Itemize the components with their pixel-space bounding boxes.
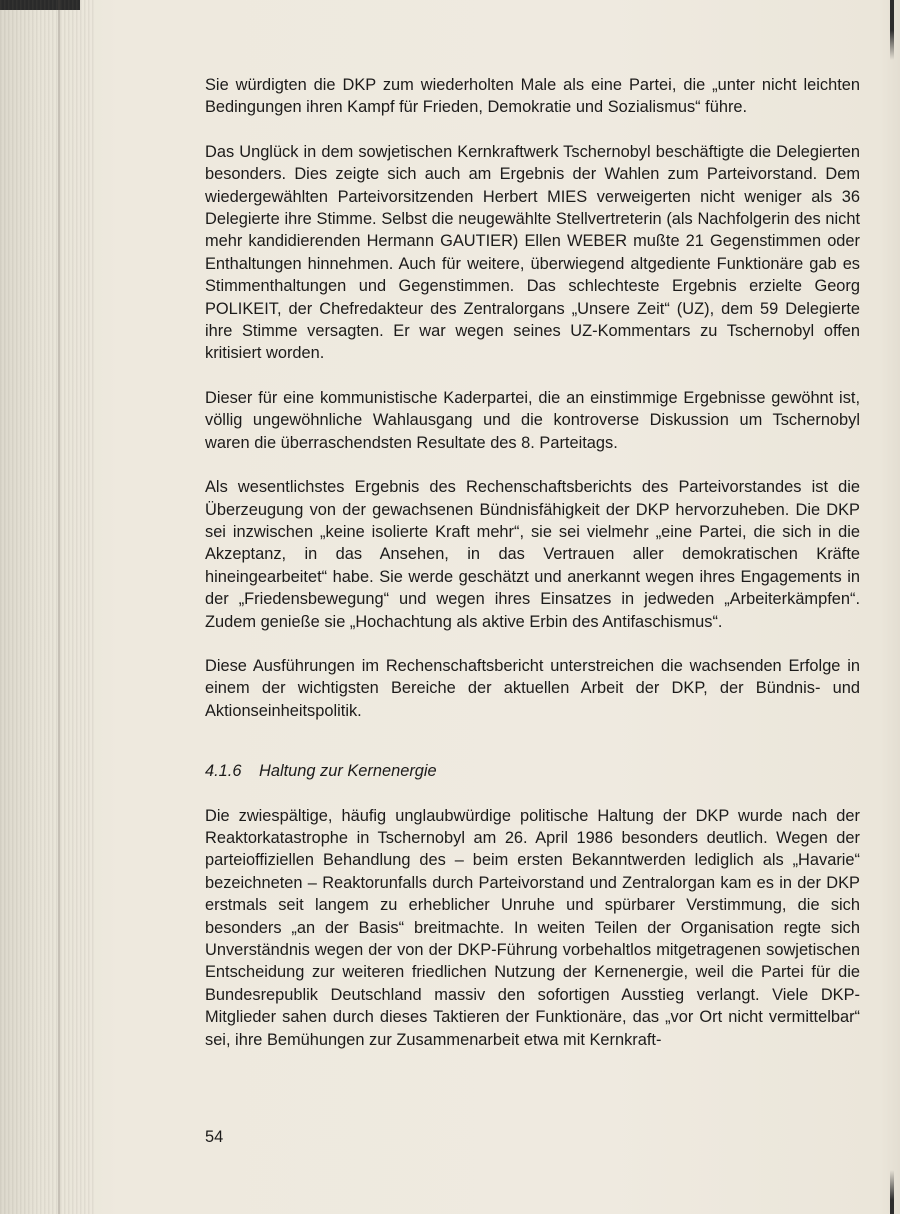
book-gutter <box>0 0 95 1214</box>
page-body <box>205 74 860 1073</box>
paragraph-6: Die zwiespältige, häufig unglaubwürdige politische Haltung der DKP wurde nach der Reaktorkatastrophe in Tschernobyl am 26. April 1986 besonders deutlich. Wegen der parteioffiziellen Behandlung des – beim ersten Bekanntwerden lediglich als „Havarie“ bezeichneten – Reaktorunfalls durch Parteivorstand und Zentralorgan kam es in der DKP erstmals seit langem zu erheblicher Unruhe und spürbarer Verstimmung, die sich besonders „an der Basis“ breitmachte. In weiten Teilen der Organisation regte sich Unverständnis wegen der von der DKP-Führung vorbehaltlos mitgetragenen sowjetischen Entscheidung zur weiteren friedlichen Nutzung der Kernenergie, weil die Partei für die Bundesrepublik Deutschland massiv den sofortigen Ausstieg verlangt. Viele DKP-Mitglieder sahen durch dieses Taktieren der Funktionäre, das „vor Ort nicht vermittelbar“ sei, ihre Bemühungen zur Zusammenarbeit etwa mit Kernkraft- <box>205 806 860 1049</box>
paragraph-5: Diese Ausführungen im Rechenschaftsbericht unterstreichen die wachsenden Erfolge in einem der wichtigsten Bereiche der aktuellen Arbeit der DKP, der Bündnis- und Aktionseinheitspolitik. <box>205 656 860 720</box>
paragraph-4: Als wesentlichstes Ergebnis des Rechenschaftsberichts des Parteivorstandes ist die Überzeugung von der gewachsenen Bündnisfähigkeit der DKP hervorzuheben. Die DKP sei inzwischen „keine isolierte Kraft mehr“, sie sei vielmehr „eine Partei, die sich in die Akzeptanz, in das Ansehen, in das Vertrauen aller demokratischen Kräfte hineingearbeitet“ habe. Sie werde geschätzt und anerkannt wegen ihres Engagements in der „Friedensbewegung“ und wegen ihres Einsatzes in jedweden „Arbeiterkämpfen“. Zudem genieße sie „Hochachtung als aktive Erbin des Antifaschismus“. <box>205 478 860 631</box>
page-number: 54 <box>205 1128 224 1146</box>
paragraph-2: Das Unglück in dem sowjetischen Kernkraftwerk Tschernobyl beschäftigte die Delegierten besonders. Dies zeigte sich auch am Ergebnis der Wahlen zum Parteivorstand. Dem wiedergewählten Parteivorsitzenden Herbert MIES verweigerten nicht weniger als 36 Delegierte ihre Stimme. Selbst die neugewählte Stellvertreterin (als Nachfolgerin des nicht mehr kandidierenden Hermann GAUTIER) Ellen WEBER mußte 21 Gegenstimmen oder Enthaltungen hinnehmen. Auch für weitere, überwiegend altgediente Funktionäre gab es Stimmenthaltungen und Gegenstimmen. Das schlechteste Ergebnis erzielte Georg POLIKEIT, der Chefredakteur des Zentralorgans „Unsere Zeit“ (UZ), dem 59 Delegierte ihre Stimme versagten. Er war wegen seines UZ-Kommentars zu Tschernobyl offen kritisiert worden. <box>205 142 860 363</box>
section-title: Haltung zur Kernenergie <box>259 762 437 781</box>
section-heading <box>205 760 860 782</box>
paragraph-3: Dieser für eine kommunistische Kaderpartei, die an einstimmige Ergebnisse gewöhnt ist, völlig ungewöhnliche Wahlausgang und die kontroverse Diskussion um Tschernobyl waren die überraschendsten Resultate des 8. Parteitags. <box>205 388 860 452</box>
paragraph-1: Sie würdigten die DKP zum wiederholten Male als eine Partei, die „unter nicht leichten Bedingungen ihren Kampf für Frieden, Demokratie und Sozialismus“ führe. <box>205 76 860 117</box>
page-right-edge <box>890 0 894 1214</box>
section-number: 4.1.6 <box>205 762 242 781</box>
gutter-edge <box>58 0 60 1214</box>
